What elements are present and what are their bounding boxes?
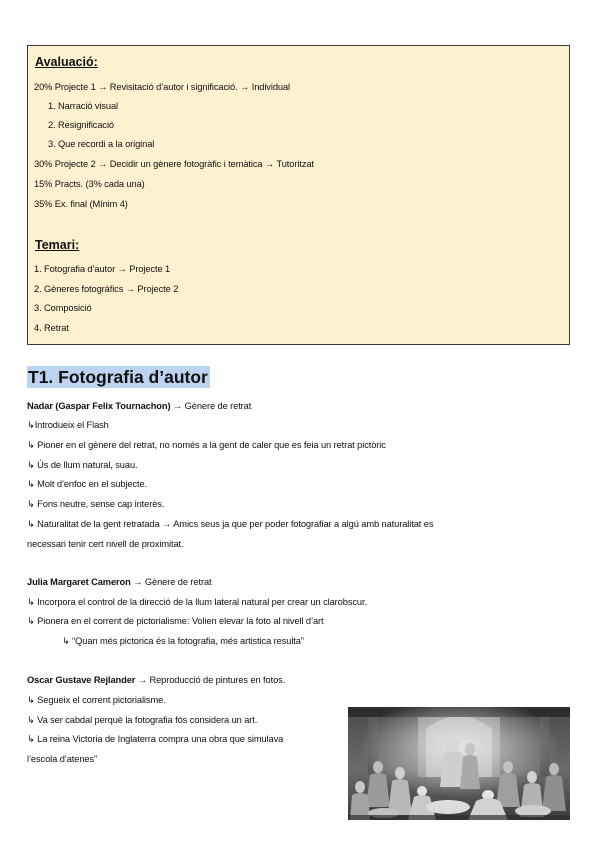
cameron-genre: → Gènere de retrat — [130, 577, 212, 587]
temari-item: 4. Retrat — [34, 323, 69, 333]
cameron-line: ↳ Incorpora el control de la direcció de la llum lateral natural per crear un clarobscur. — [27, 597, 367, 607]
nadar-name: Nadar (Gaspar Felix Tournachon) — [27, 401, 171, 411]
rejlander-line: ↳ Segueix el corrent pictorialisme. — [27, 695, 166, 705]
temari-item: 2. Gèneres fotogràfics → Projecte 2 — [34, 284, 179, 294]
nadar-line: ↳ Molt d’enfoc en el subjecte. — [27, 479, 148, 489]
rejlander-genre: → Reproducció de pintures en fotos. — [135, 675, 286, 685]
cameron-quote: ↳ “Quan més pictorica és la fotografia, més artistica resulta” — [62, 636, 304, 646]
cameron-line: ↳ Pionera en el corrent de pictorialisme: Volien elevar la foto al nivell d’art — [27, 616, 324, 626]
temari-item: 1. Fotografia d’autor → Projecte 1 — [34, 264, 171, 274]
course-info-box — [27, 45, 570, 345]
nadar-genre: → Gènere de retrat — [170, 401, 252, 411]
evaluation-line: 15% Practs. (3% cada una) — [34, 179, 145, 189]
evaluation-heading: Avaluació: — [35, 55, 98, 69]
cameron-name: Julia Margaret Cameron — [27, 577, 131, 587]
nadar-line: ↳Introdueix el Flash — [27, 420, 109, 430]
nadar-line: ↳ Fons neutre, sense cap interès. — [27, 499, 165, 509]
rejlander-line: ↳ La reina Victoria de Inglaterra compra una obra que simulava — [27, 734, 284, 744]
nadar-line: necessari tenir cert nivell de proximitat. — [27, 539, 184, 549]
nadar-line: ↳ Naturalitat de la gent retratada → Amics seus ja que per poder fotografiar a algú amb naturalitat es — [27, 519, 434, 529]
cameron-heading — [27, 577, 212, 587]
nadar-line: ↳ Ús de llum natural, suau. — [27, 460, 138, 470]
rejlander-photo — [348, 707, 570, 820]
evaluation-subitem: 1. Narració visual — [48, 101, 119, 111]
rejlander-heading — [27, 675, 285, 685]
evaluation-subitem: 3. Que recordi a la original — [48, 139, 155, 149]
nadar-line: ↳ Pioner en el gènere del retrat, no només a la gent de caler que es feia un retrat pictòric — [27, 440, 386, 450]
evaluation-line: 20% Projecte 1 → Revisitació d’autor i significació. → Individual — [34, 82, 291, 92]
evaluation-line: 30% Projecte 2 → Decidir un gènere fotogràfic i temàtica → Tutoritzat — [34, 159, 314, 169]
rejlander-name: Oscar Gustave Rejlander — [27, 675, 136, 685]
nadar-heading — [27, 401, 251, 411]
section-title: T1. Fotografia d’autor — [28, 367, 208, 387]
rejlander-line: l’escola d’atenes” — [27, 754, 98, 764]
rejlander-line: ↳ Va ser cabdal perquè la fotografia fós considera un art. — [27, 715, 258, 725]
evaluation-line: 35% Ex. final (Mínim 4) — [34, 199, 128, 209]
temari-heading: Temari: — [35, 238, 80, 252]
evaluation-subitem: 2. Resignificació — [48, 120, 114, 130]
temari-item: 3. Composició — [34, 303, 92, 313]
